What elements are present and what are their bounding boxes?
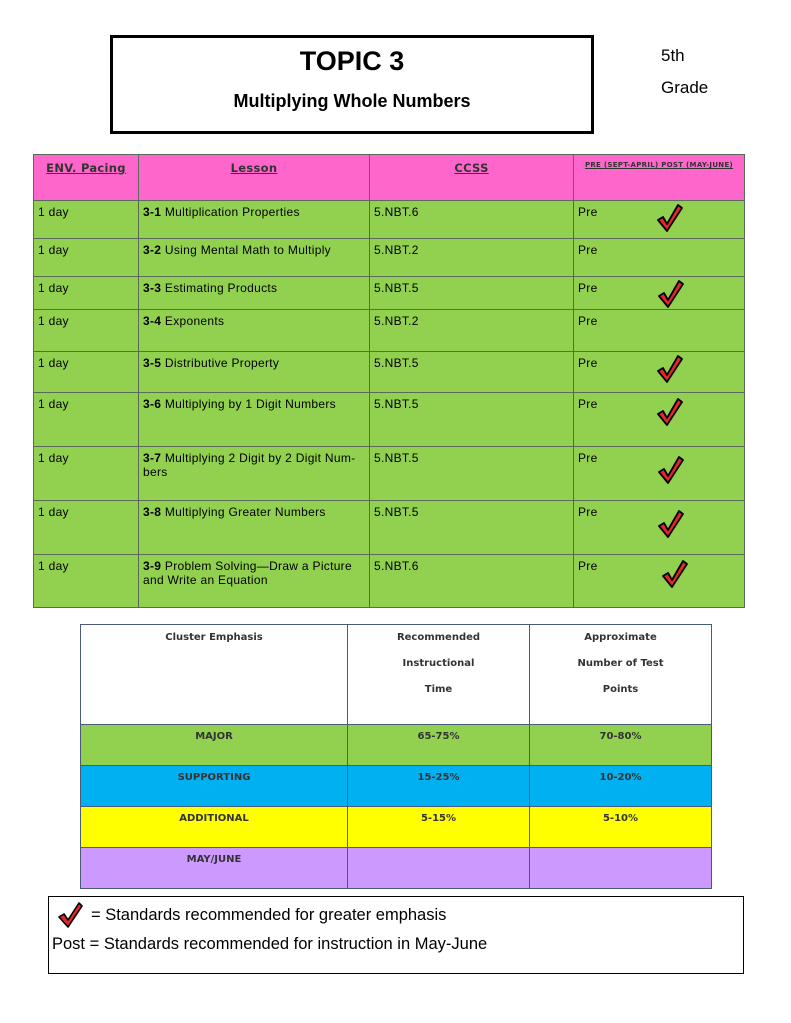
checkmark-icon <box>57 901 83 929</box>
pre-post-cell <box>574 501 745 555</box>
pre-post-value: Pre <box>578 205 598 219</box>
pre-post-cell <box>574 277 745 310</box>
lesson-title: Multiplication Properties <box>164 205 300 219</box>
pacing-cell: 1 day <box>34 393 139 447</box>
lesson-title: Multiplying by 1 Digit Numbers <box>164 397 336 411</box>
lesson-number: 3-1 <box>143 205 162 219</box>
cluster-points: 10-20% <box>530 766 712 807</box>
topic-title: TOPIC 3 <box>299 46 405 76</box>
legend-line-post: Post = Standards recommended for instruction in May-June <box>52 935 488 953</box>
header-pacing: ENV. Pacing <box>34 155 139 201</box>
topic-title-box <box>110 35 594 134</box>
lesson-row <box>34 201 745 239</box>
ccss-cell: 5.NBT.2 <box>370 239 574 277</box>
cluster-points: 5-10% <box>530 807 712 848</box>
cluster-row <box>81 725 712 766</box>
pre-post-value: Pre <box>578 397 598 411</box>
pre-post-cell <box>574 201 745 239</box>
lesson-row <box>34 555 745 608</box>
ccss-cell: 5.NBT.5 <box>370 393 574 447</box>
lesson-title: Exponents <box>164 314 225 328</box>
lesson-cell <box>139 201 370 239</box>
checkmark-icon <box>662 559 688 589</box>
header-pre-post: PRE (SEPT-APRIL) POST (MAY-JUNE) <box>574 155 745 201</box>
lesson-number: 3-3 <box>143 281 162 295</box>
ccss-cell: 5.NBT.6 <box>370 201 574 239</box>
pacing-cell: 1 day <box>34 447 139 501</box>
pre-post-cell <box>574 239 745 277</box>
lesson-cell <box>139 352 370 393</box>
cluster-name: ADDITIONAL <box>81 807 348 848</box>
lesson-row <box>34 239 745 277</box>
cluster-header-emphasis: Cluster Emphasis <box>81 625 348 725</box>
checkmark-icon <box>657 203 683 233</box>
lesson-row <box>34 352 745 393</box>
lesson-title: Using Mental Math to Multiply <box>164 243 331 257</box>
checkmark-icon <box>657 397 683 427</box>
lesson-title: Distributive Property <box>164 356 280 370</box>
lesson-number: 3-6 <box>143 397 162 411</box>
pacing-cell: 1 day <box>34 501 139 555</box>
cluster-row <box>81 807 712 848</box>
cluster-row <box>81 848 712 889</box>
pacing-cell: 1 day <box>34 277 139 310</box>
lesson-number: 3-7 <box>143 451 162 465</box>
lesson-cell <box>139 501 370 555</box>
cluster-time: 15-25% <box>348 766 530 807</box>
lesson-row <box>34 447 745 501</box>
ccss-cell: 5.NBT.5 <box>370 501 574 555</box>
checkmark-icon <box>658 279 684 309</box>
ccss-cell: 5.NBT.5 <box>370 277 574 310</box>
lesson-cell <box>139 555 370 608</box>
lessons-table <box>33 154 745 608</box>
pre-post-cell <box>574 310 745 352</box>
lesson-number: 3-4 <box>143 314 162 328</box>
legend-box <box>48 896 744 974</box>
cluster-name: MAJOR <box>81 725 348 766</box>
pre-post-cell <box>574 393 745 447</box>
pacing-cell: 1 day <box>34 239 139 277</box>
cluster-name: MAY/JUNE <box>81 848 348 889</box>
ccss-cell: 5.NBT.2 <box>370 310 574 352</box>
pre-post-cell <box>574 555 745 608</box>
lesson-number: 3-8 <box>143 505 162 519</box>
grade-line-2: Grade <box>661 78 709 97</box>
lesson-cell <box>139 310 370 352</box>
lesson-title: Multiplying Greater Numbers <box>164 505 326 519</box>
lesson-title: Estimating Products <box>164 281 278 295</box>
cluster-header-points: Approximate Number of Test Points <box>530 625 712 725</box>
lesson-number: 3-9 <box>143 559 162 573</box>
header-lesson: Lesson <box>139 155 370 201</box>
lesson-title: Multiplying 2 Digit by 2 Digit Num-bers <box>143 451 356 479</box>
lesson-cell <box>139 393 370 447</box>
pacing-cell: 1 day <box>34 555 139 608</box>
ccss-cell: 5.NBT.5 <box>370 447 574 501</box>
pre-post-value: Pre <box>578 505 598 519</box>
topic-subtitle: Multiplying Whole Numbers <box>233 91 471 111</box>
pacing-cell: 1 day <box>34 310 139 352</box>
pre-post-value: Pre <box>578 559 598 573</box>
lesson-row <box>34 310 745 352</box>
pre-post-value: Pre <box>578 314 598 328</box>
lesson-title: Problem Solving—Draw a Picture and Write an Equation <box>143 559 352 587</box>
pacing-cell: 1 day <box>34 201 139 239</box>
lesson-number: 3-5 <box>143 356 162 370</box>
checkmark-icon <box>657 354 683 384</box>
pre-post-value: Pre <box>578 281 598 295</box>
lesson-row <box>34 393 745 447</box>
lesson-row <box>34 277 745 310</box>
cluster-name: SUPPORTING <box>81 766 348 807</box>
cluster-emphasis-table <box>80 624 712 889</box>
cluster-points <box>530 848 712 889</box>
lesson-cell <box>139 277 370 310</box>
pre-post-cell <box>574 447 745 501</box>
ccss-cell: 5.NBT.6 <box>370 555 574 608</box>
pre-post-value: Pre <box>578 451 598 465</box>
pre-post-value: Pre <box>578 356 598 370</box>
lesson-row <box>34 501 745 555</box>
lesson-cell <box>139 239 370 277</box>
legend-text-emphasis: = Standards recommended for greater emphasis <box>91 905 447 924</box>
cluster-header-time: Recommended Instructional Time <box>348 625 530 725</box>
grade-line-1: 5th <box>661 46 685 65</box>
pacing-cell: 1 day <box>34 352 139 393</box>
cluster-row <box>81 766 712 807</box>
pre-post-cell <box>574 352 745 393</box>
pre-post-value: Pre <box>578 243 598 257</box>
grade-label <box>661 40 708 104</box>
ccss-cell: 5.NBT.5 <box>370 352 574 393</box>
header-ccss: CCSS <box>370 155 574 201</box>
lesson-cell <box>139 447 370 501</box>
cluster-points: 70-80% <box>530 725 712 766</box>
legend-line-emphasis <box>57 901 446 929</box>
cluster-time: 65-75% <box>348 725 530 766</box>
lesson-number: 3-2 <box>143 243 162 257</box>
checkmark-icon <box>658 509 684 539</box>
checkmark-icon <box>658 455 684 485</box>
cluster-time <box>348 848 530 889</box>
cluster-time: 5-15% <box>348 807 530 848</box>
